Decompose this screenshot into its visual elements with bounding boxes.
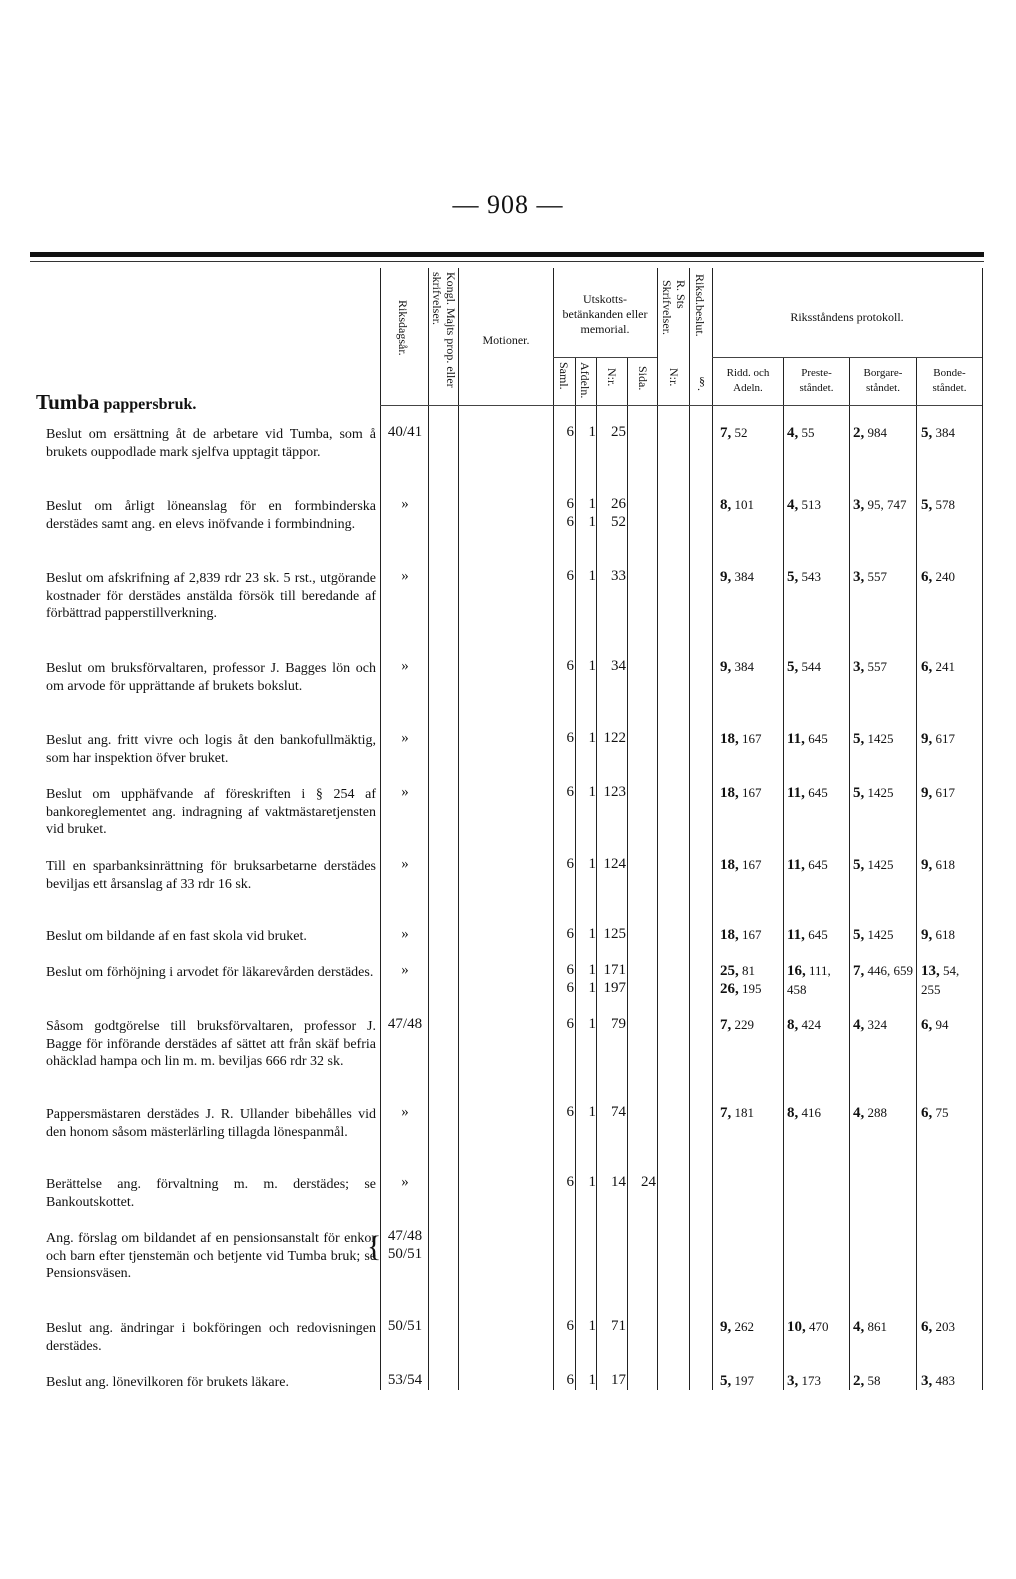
bond-value: 13, 54, 255 (921, 963, 960, 997)
afdeln-value: 1 (588, 568, 596, 584)
bond-value-vol: 5, (921, 497, 933, 513)
col-line (689, 268, 690, 1390)
prest-value: 5, 543 (787, 569, 821, 585)
prest-value-vol: 11, (787, 857, 805, 873)
section-title-sub: pappersbruk. (103, 396, 197, 413)
nr-value: 17 (611, 1372, 626, 1388)
bond-value: 9, 618 (921, 857, 955, 873)
saml-value: 6 (566, 1016, 574, 1032)
ridd-value-vol: 18, (720, 927, 739, 943)
saml-value: 6 (566, 784, 574, 800)
prest-value-vol: 10, (787, 1319, 806, 1335)
bond-value-vol: 6, (921, 1017, 933, 1033)
borg-value: 5, 1425 (853, 731, 894, 747)
entry-description: Beslut om afskrifning af 2,839 rdr 23 sk. 5 rst., utgörande kostnader för derstädes anstälda försök till beredande af förbättrad papperstillverkning. (46, 571, 376, 621)
nr-value: 14 (611, 1174, 626, 1190)
header-riksdagsar: Riksdagsår. (396, 300, 410, 356)
brace-mark: { (367, 1230, 382, 1263)
prest-value: 10, 470 (787, 1319, 829, 1335)
entry-description: Ang. förslag om bildandet af en pensionsanstalt för enkor och barn efter tjenstemän och betjente vid Tumba bruk; se Pensionsväsen. (46, 1231, 376, 1281)
ridd-value: 25, 81 (720, 963, 755, 979)
saml-value: 6 (566, 424, 574, 440)
ridd-value-2: 26, 195 (720, 981, 762, 997)
riksdagsar-value: 50/51 (387, 1318, 423, 1334)
prest-value-vol: 11, (787, 927, 805, 943)
col-line (982, 268, 983, 1390)
afdeln-value: 1 (588, 926, 596, 942)
header-motioner: Motioner. (482, 333, 530, 347)
ridd-value-vol: 9, (720, 569, 732, 585)
prest-value-vol: 11, (787, 731, 805, 747)
borg-value-vol: 4, (853, 1017, 865, 1033)
entry-description: Till en sparbanksinrättning för bruksarbetarne derstädes beviljas ett årsanslag af 33 rdr 16 sk. (46, 859, 376, 892)
riksdagsar-value: 47/48 (387, 1016, 423, 1032)
riksdagsar-value: » (401, 856, 409, 872)
section-title (36, 390, 196, 415)
col-line (783, 358, 784, 1390)
prest-value-vol: 11, (787, 785, 805, 801)
borg-value-vol: 5, (853, 731, 865, 747)
borg-value: 2, 58 (853, 1373, 881, 1389)
borg-value: 5, 1425 (853, 785, 894, 801)
nr-value: 71 (611, 1318, 626, 1334)
header-rule (30, 252, 984, 257)
col-line (575, 358, 576, 1390)
section-title-main: Tumba (36, 390, 100, 414)
afdeln-value: 1 (588, 1372, 596, 1388)
borg-value: 5, 1425 (853, 927, 894, 943)
header-ridd: Ridd. och Adeln. (726, 367, 770, 394)
entry-description: Beslut ang. fritt vivre och logis åt den bankofullmäktig, som har inspektion öfver bruket. (46, 733, 376, 766)
header-prest: Preste-ståndet. (799, 367, 834, 394)
saml-value: 6 (566, 1104, 574, 1120)
ridd-value-2-vol: 26, (720, 981, 739, 997)
ridd-value-vol: 18, (720, 731, 739, 747)
entry-description: Pappersmästaren derstädes J. R. Ullander bibehålles vid den honom såsom mästerlärling tillagda lönespanmål. (46, 1107, 376, 1140)
saml-value: 6 6 (566, 962, 574, 996)
bond-value: 9, 617 (921, 785, 955, 801)
prest-value: 11, 645 (787, 857, 828, 873)
borg-value-vol: 3, (853, 497, 865, 513)
riksdagsar-value: » (401, 962, 409, 978)
bond-value-vol: 9, (921, 857, 933, 873)
col-line (380, 268, 381, 1390)
bond-value: 9, 617 (921, 731, 955, 747)
nr-value: 26 52 (611, 496, 626, 530)
ridd-value: 9, 384 (720, 569, 754, 585)
borg-value: 4, 288 (853, 1105, 887, 1121)
col-line (553, 268, 554, 1390)
entry-description: Beslut om årligt löneanslag för en formbinderska derstädes samt ang. en elevs inöfvande i formbindning. (46, 499, 376, 532)
saml-value: 6 (566, 568, 574, 584)
borg-value-vol: 2, (853, 425, 865, 441)
nr-value: 122 (603, 730, 626, 746)
riksdagsar-value: » (401, 784, 409, 800)
riksdagsar-value: 53/54 (387, 1372, 423, 1388)
ridd-value: 9, 262 (720, 1319, 754, 1335)
saml-value: 6 (566, 730, 574, 746)
ridd-value: 5, 197 (720, 1373, 754, 1389)
bond-value-vol: 6, (921, 569, 933, 585)
header-bottom-line (380, 405, 982, 406)
header-saml: Saml. (557, 362, 571, 390)
afdeln-value: 1 1 (588, 962, 596, 996)
ridd-value-vol: 8, (720, 497, 732, 513)
entry-description: Såsom godtgörelse till bruksförvaltaren, professor J. Bagge för införande derstädes af sättet att från skäf befria ohäcklad hampa och lin m. m. beviljas 666 rdr 32 sk. (46, 1019, 376, 1069)
nr-value: 123 (603, 784, 626, 800)
entry-description: Beslut ang. lönevilkoren för brukets läkare. (46, 1375, 289, 1390)
nr-value: 125 (603, 926, 626, 942)
riksdagsar-value: » (401, 658, 409, 674)
riksdagsar-value: » (401, 1104, 409, 1120)
riksdagsar-value: » (401, 568, 409, 584)
prest-value: 5, 544 (787, 659, 821, 675)
nr-value: 124 (603, 856, 626, 872)
ridd-value-vol: 9, (720, 659, 732, 675)
borg-value-vol: 5, (853, 927, 865, 943)
bond-value-vol: 6, (921, 1319, 933, 1335)
header-rsts-nr: N:r. (667, 368, 681, 387)
afdeln-value: 1 (588, 424, 596, 440)
saml-value: 6 (566, 1372, 574, 1388)
bond-value: 6, 75 (921, 1105, 949, 1121)
nr-value: 34 (611, 658, 626, 674)
entry-description: Beslut om förhöjning i arvodet för läkarevården derstädes. (46, 965, 374, 980)
bond-value-vol: 3, (921, 1373, 933, 1389)
col-line (657, 268, 658, 1390)
borg-value-vol: 3, (853, 659, 865, 675)
borg-value: 3, 95, 747 (853, 497, 907, 513)
prest-value: 8, 416 (787, 1105, 821, 1121)
entry-description: Beslut om bildande af en fast skola vid bruket. (46, 929, 307, 944)
ridd-value: 18, 167 (720, 785, 762, 801)
prest-value: 11, 645 (787, 785, 828, 801)
ridd-value: 7, 229 (720, 1017, 754, 1033)
ridd-value-vol: 7, (720, 1017, 732, 1033)
bond-value-vol: 5, (921, 425, 933, 441)
prest-value-vol: 16, (787, 963, 806, 979)
bond-value-vol: 9, (921, 927, 933, 943)
entry-description: Beslut ang. ändringar i bokföringen och redovisningen derstädes. (46, 1321, 376, 1354)
ridd-value: 18, 167 (720, 857, 762, 873)
ridd-value: 8, 101 (720, 497, 754, 513)
prest-value-vol: 8, (787, 1017, 799, 1033)
subhead-line (712, 357, 982, 358)
borg-value-vol: 5, (853, 857, 865, 873)
page-number: — 908 — (452, 190, 564, 219)
afdeln-value: 1 (588, 1174, 596, 1190)
saml-value: 6 (566, 1174, 574, 1190)
header-borg: Borgare-ståndet. (863, 367, 903, 394)
ridd-value: 18, 167 (720, 731, 762, 747)
bond-value-vol: 6, (921, 659, 933, 675)
bond-value: 6, 94 (921, 1017, 949, 1033)
header-riksdbeslut: Riksd.beslut. (693, 274, 707, 337)
borg-value: 2, 984 (853, 425, 887, 441)
bond-value-vol: 6, (921, 1105, 933, 1121)
header-sida: Sida. (636, 366, 650, 391)
prest-value: 16, 111, 458 (787, 963, 831, 997)
riksdagsar-value: 40/41 (387, 424, 423, 440)
saml-value: 6 (566, 856, 574, 872)
header-utskott: Utskotts-betänkanden eller memorial. (562, 292, 648, 336)
ridd-value-vol: 18, (720, 857, 739, 873)
bond-value: 6, 241 (921, 659, 955, 675)
prest-value-vol: 4, (787, 425, 799, 441)
borg-value: 3, 557 (853, 659, 887, 675)
ridd-value: 7, 52 (720, 425, 748, 441)
ridd-value-vol: 9, (720, 1319, 732, 1335)
prest-value-vol: 8, (787, 1105, 799, 1121)
col-line (428, 268, 429, 1390)
borg-value: 5, 1425 (853, 857, 894, 873)
nr-value: 25 (611, 424, 626, 440)
saml-value: 6 (566, 1318, 574, 1334)
afdeln-value: 1 (588, 658, 596, 674)
borg-value: 4, 861 (853, 1319, 887, 1335)
nr-value: 79 (611, 1016, 626, 1032)
bond-value: 6, 203 (921, 1319, 955, 1335)
header-nr: N:r. (605, 368, 619, 387)
bond-value: 9, 618 (921, 927, 955, 943)
saml-value: 6 (566, 658, 574, 674)
riksdagsar-value: » (401, 1174, 409, 1190)
afdeln-value: 1 (588, 1318, 596, 1334)
afdeln-value: 1 1 (588, 496, 596, 530)
prest-value: 3, 173 (787, 1373, 821, 1389)
prest-value-vol: 3, (787, 1373, 799, 1389)
borg-value: 3, 557 (853, 569, 887, 585)
bond-value-vol: 13, (921, 963, 940, 979)
bond-value-vol: 9, (921, 731, 933, 747)
ridd-value-vol: 25, (720, 963, 739, 979)
header-rsts: R. Sts Skrifvelser. (660, 280, 688, 335)
header-riksstand: Riksståndens protokoll. (790, 310, 904, 324)
header-rule-thin (30, 261, 984, 262)
ridd-value-vol: 18, (720, 785, 739, 801)
prest-value-vol: 5, (787, 659, 799, 675)
ridd-value: 7, 181 (720, 1105, 754, 1121)
ridd-value-vol: 7, (720, 425, 732, 441)
entry-description: Beslut om ersättning åt de arbetare vid Tumba, som å brukets ouppodlade mark sjelfva upptagit täppor. (46, 427, 376, 460)
saml-value: 6 (566, 926, 574, 942)
borg-value-vol: 4, (853, 1319, 865, 1335)
header-paragraf: §. (695, 374, 709, 391)
prest-value: 11, 645 (787, 927, 828, 943)
afdeln-value: 1 (588, 1016, 596, 1032)
bond-value: 5, 578 (921, 497, 955, 513)
col-line (596, 358, 597, 1390)
bond-value: 3, 483 (921, 1373, 955, 1389)
prest-value-vol: 4, (787, 497, 799, 513)
prest-value: 11, 645 (787, 731, 828, 747)
borg-value: 4, 324 (853, 1017, 887, 1033)
bond-value-vol: 9, (921, 785, 933, 801)
afdeln-value: 1 (588, 856, 596, 872)
header-bond: Bonde-ståndet. (932, 367, 967, 394)
col-line (712, 268, 713, 1390)
afdeln-value: 1 (588, 784, 596, 800)
col-line (627, 358, 628, 1390)
borg-value-vol: 4, (853, 1105, 865, 1121)
bond-value: 5, 384 (921, 425, 955, 441)
nr-value: 33 (611, 568, 626, 584)
borg-value-vol: 5, (853, 785, 865, 801)
prest-value: 4, 55 (787, 425, 815, 441)
header-afdeln: Afdeln. (578, 362, 592, 399)
ridd-value: 9, 384 (720, 659, 754, 675)
header-kongl: Kongl. Majts prop. eller skrifvelser. (430, 272, 458, 388)
entry-description: Berättelse ang. förvaltning m. m. derstädes; se Bankoutskottet. (46, 1177, 376, 1210)
afdeln-value: 1 (588, 730, 596, 746)
nr-value: 171 197 (603, 962, 626, 996)
bond-value: 6, 240 (921, 569, 955, 585)
ridd-value: 18, 167 (720, 927, 762, 943)
riksdagsar-value: » (401, 926, 409, 942)
ridd-value-vol: 7, (720, 1105, 732, 1121)
afdeln-value: 1 (588, 1104, 596, 1120)
nr-value: 74 (611, 1104, 626, 1120)
riksdagsar-value: » (401, 496, 409, 512)
entry-description: Beslut om upphäfvande af föreskriften i § 254 af bankoreglementet ang. indragning af vaktmästaretjensten vid bruket. (46, 787, 376, 837)
borg-value: 7, 446, 659 (853, 963, 913, 979)
sida-value: 24 (641, 1174, 656, 1190)
borg-value-vol: 7, (853, 963, 865, 979)
borg-value-vol: 2, (853, 1373, 865, 1389)
col-line (458, 268, 459, 1390)
saml-value: 6 6 (566, 496, 574, 530)
entry-description: Beslut om bruksförvaltaren, professor J. Bagges lön och om arvode för upprättande af brukets bokslut. (46, 661, 376, 694)
col-line (849, 358, 850, 1390)
subhead-line (553, 357, 657, 358)
riksdagsar-value: 47/48 50/51 (387, 1228, 423, 1262)
ridd-value-vol: 5, (720, 1373, 732, 1389)
prest-value-vol: 5, (787, 569, 799, 585)
borg-value-vol: 3, (853, 569, 865, 585)
prest-value: 8, 424 (787, 1017, 821, 1033)
prest-value: 4, 513 (787, 497, 821, 513)
riksdagsar-value: » (401, 730, 409, 746)
